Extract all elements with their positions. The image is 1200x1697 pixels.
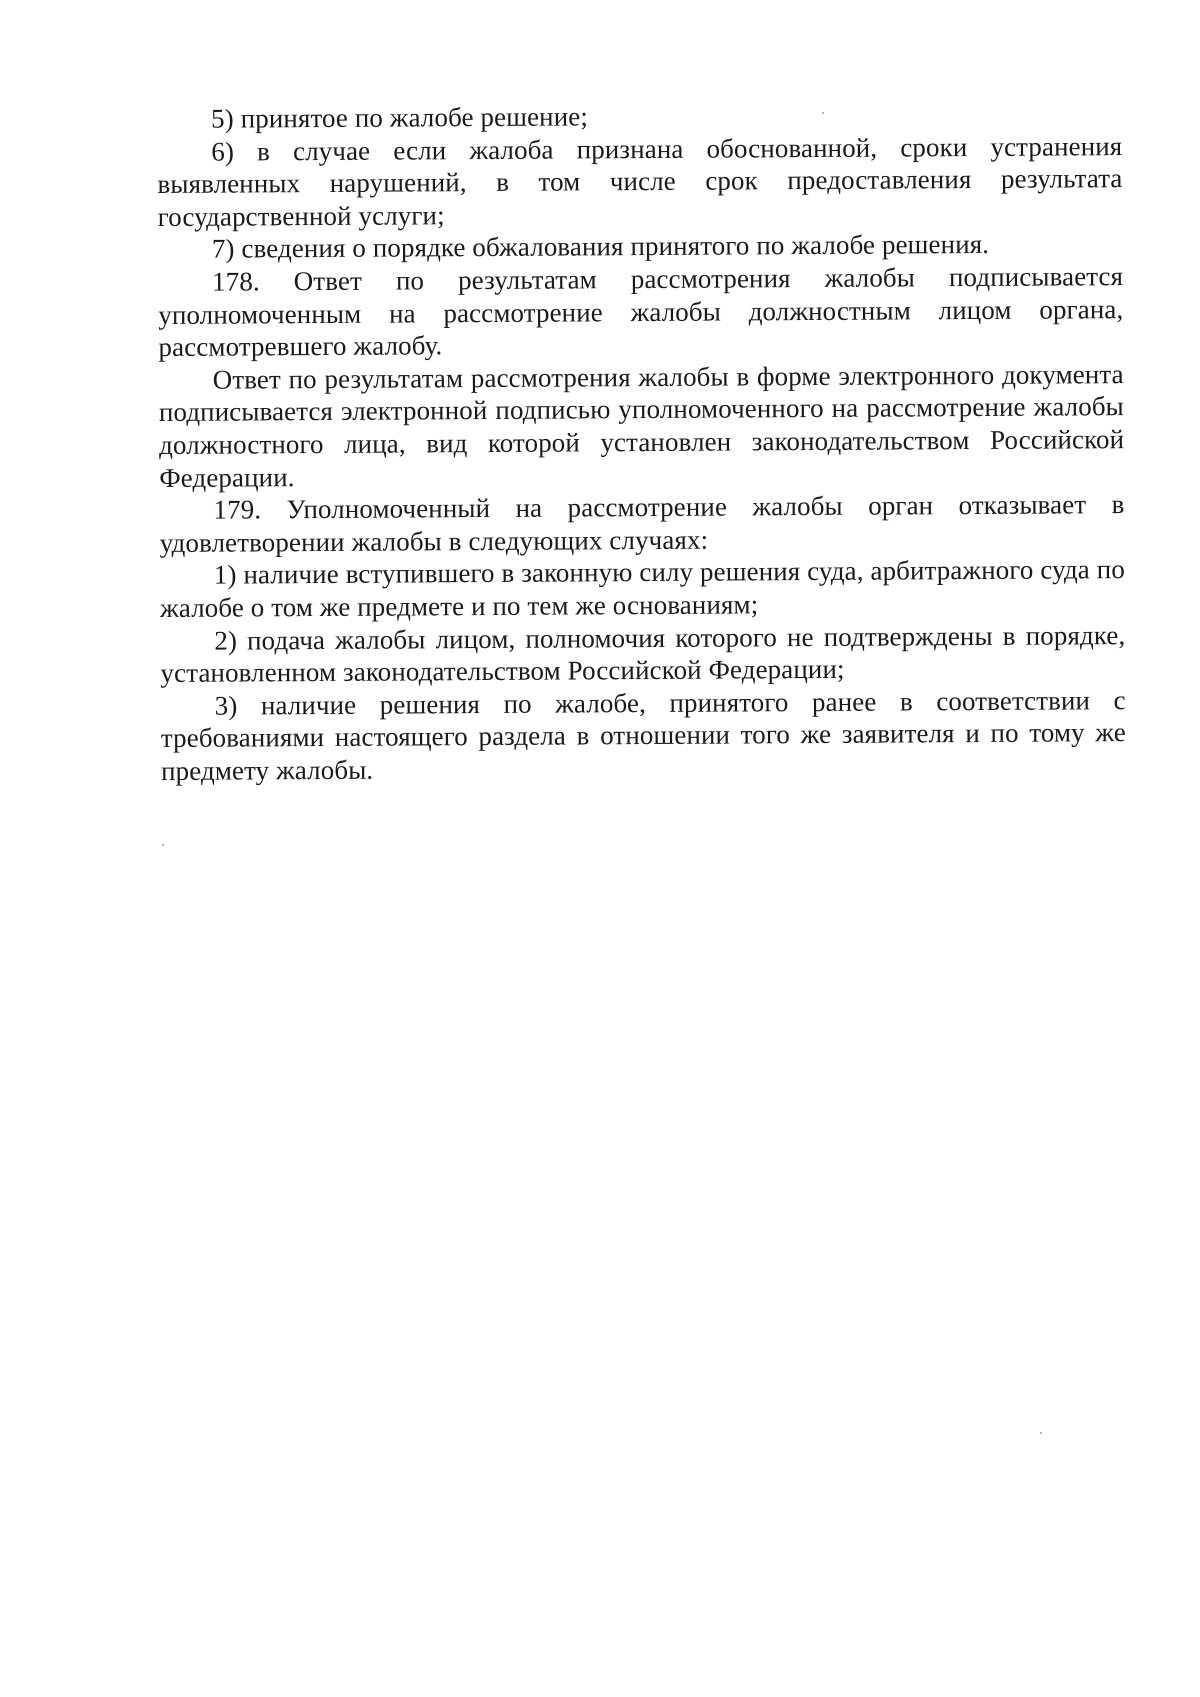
scan-speck [162, 844, 164, 846]
refusal-case-2: 2) подача жалобы лицом, полномочия которого не подтверждены в порядке, установленном законодательством Российской Федерации; [160, 619, 1126, 689]
clause-178: 178. Ответ по результатам рассмотрения жалобы подписывается уполномоченным на рассмотрение жалобы должностным лицом органа, рассмотревшего жалобу. [158, 261, 1124, 363]
list-item-7-appeal-procedure: 7) сведения о порядке обжалования принятого по жалобе решения. [211, 229, 990, 265]
clause-178-electronic-signature: Ответ по результатам рассмотрения жалобы в форме электронного документа подписывается электронной подписью уполномоченного на рассмотрение жалобы должностного лица, вид которой установлен законодательством Российской Федерации. [158, 358, 1125, 493]
scan-speck [822, 112, 824, 114]
scan-speck [1040, 1432, 1042, 1434]
refusal-case-1: 1) наличие вступившего в законную силу решения суда, арбитражного суда по жалобе о том же предмете и по тем же основаниям; [159, 554, 1125, 623]
document-body [157, 97, 1126, 787]
list-item-6-violation-terms: 6) в случае если жалоба признана обоснованной, сроки устранения выявленных нарушений, в том числе срок предоставления результата государственной услуги; [157, 130, 1123, 232]
refusal-case-3: 3) наличие решения по жалобе, принятого ранее в соответствии с требованиями настоящего раздела в отношении того же заявителя и по тому же предмету жалобы. [160, 684, 1126, 786]
list-item-5-decision: 5) принятое по жалобе решение; [211, 101, 589, 134]
clause-179: 179. Уполномоченный на рассмотрение жалобы орган отказывает в удовлетворении жалобы в следующих случаях: [159, 489, 1125, 558]
